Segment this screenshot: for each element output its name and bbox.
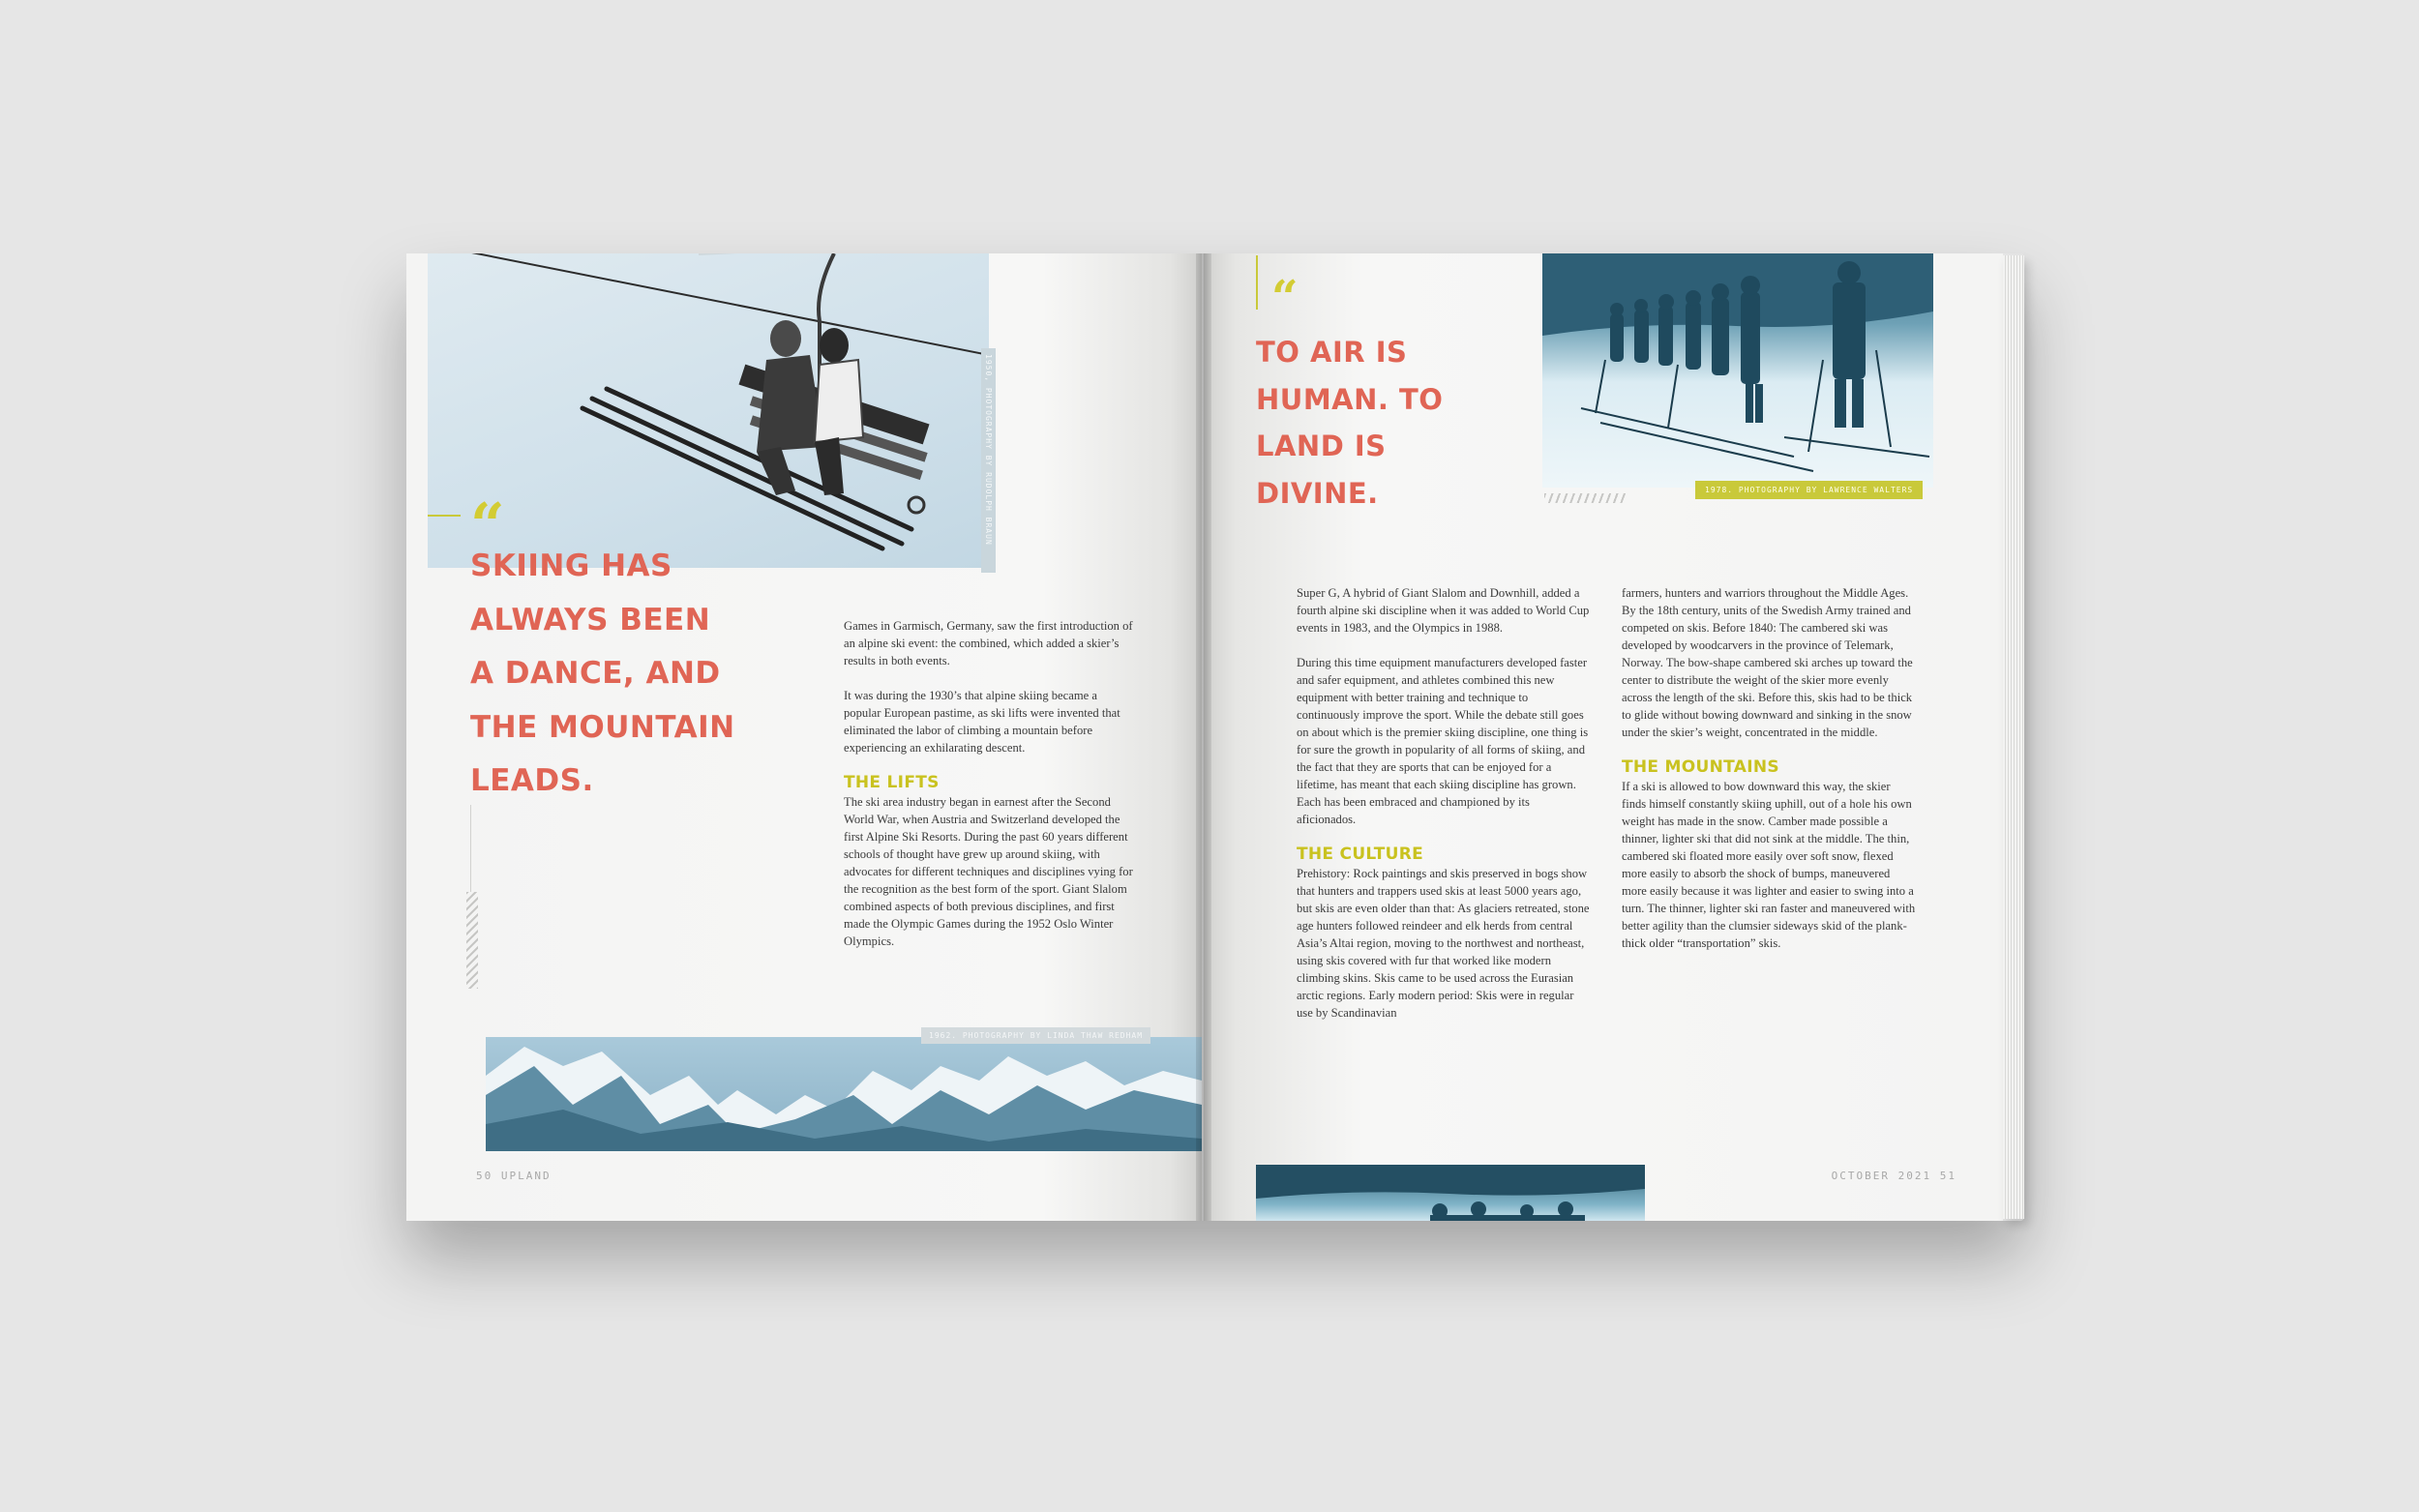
mountain-illustration <box>486 1037 1202 1151</box>
book-spine <box>1196 253 1211 1221</box>
folio-right: OCTOBER 2021 51 <box>1831 1170 1956 1182</box>
body-paragraph: Super G, A hybrid of Giant Slalom and Downhill, added a fourth alpine ski discipline when it was added to World Cup events in 1983, and the Olympics in 1988. <box>1297 586 1590 635</box>
folio-left: 50 UPLAND <box>476 1170 552 1182</box>
body-column-left <box>844 617 1134 967</box>
photo-credit-skiers: 1978. PHOTOGRAPHY BY LAWRENCE WALTERS <box>1695 481 1923 499</box>
pull-quote-line: LAND IS <box>1256 430 1387 462</box>
quote-mark-left: “ <box>470 489 505 560</box>
hatch-decoration <box>1544 493 1626 503</box>
body-paragraph: farmers, hunters and warriors throughout the Middle Ages. By the 18th century, units of the Swedish Army trained and competed on skis. Before 1840: The cambered ski was developed by woodcarvers in the province of Telemark, Norway. The bow-shape cambered ski arches up toward the center to distribute the weight of the skier more evenly across the length of the ski. Before this, skis had to be thick to glide without bowing downward and sinking in the snow under the skier’s weight, concentrated in the middle. <box>1622 586 1913 739</box>
body-paragraph: The ski area industry began in earnest after the Second World War, when Austria and Switzerland developed the first Alpine Ski Resorts. During the past 60 years different schools of thought have grew up around skiing, with advocates for different techniques and disciplines vying for the recognition as the best form of the sport. Giant Slalom combined aspects of both previous disciplines, and first made the Olympic Games during the 1952 Oslo Winter Olympics. <box>844 795 1133 948</box>
pull-quote-line: TO AIR IS <box>1256 336 1408 369</box>
bottom-photo-illustration <box>1256 1165 1645 1221</box>
subhead-mountains: THE MOUNTAINS <box>1622 757 1779 777</box>
pull-quote-line: HUMAN. TO <box>1256 382 1444 416</box>
page-edges <box>2003 255 2024 1219</box>
pull-quote-line: ALWAYS BEEN <box>470 602 711 637</box>
chairlift-illustration <box>428 253 989 568</box>
accent-rule-vertical <box>1256 255 1258 310</box>
pull-quote-left <box>470 540 735 809</box>
body-column-2 <box>1622 584 1917 969</box>
photo-credit-lift: 1950, PHOTOGRAPHY BY RUDOLPH BRAUN <box>981 348 996 573</box>
subhead-lifts: THE LIFTS <box>844 773 940 792</box>
left-page <box>406 253 1202 1221</box>
pull-quote-line: THE MOUNTAIN <box>470 709 735 745</box>
right-page <box>1204 253 2003 1221</box>
accent-rule-vertical <box>470 805 471 892</box>
accent-rule <box>428 515 461 517</box>
photo-credit-mountain: 1962. PHOTOGRAPHY BY LINDA THAW REDHAM <box>921 1027 1150 1044</box>
bottom-photo <box>1256 1165 1645 1221</box>
body-paragraph: Games in Garmisch, Germany, saw the first introduction of an alpine ski event: the combined, which added a skier’s results in both events. <box>844 619 1133 667</box>
body-paragraph: It was during the 1930’s that alpine skiing became a popular European pastime, as ski lifts were invented that eliminated the labor of climbing a mountain before experiencing an exhilarating descent. <box>844 689 1120 755</box>
mountain-photo <box>486 1037 1202 1151</box>
body-column-1 <box>1297 584 1592 1039</box>
pull-quote-line: LEADS. <box>470 763 594 798</box>
quote-mark-right: “ <box>1271 271 1299 325</box>
hatch-decoration <box>466 892 478 989</box>
pull-quote-line: SKIING HAS <box>470 548 672 583</box>
body-paragraph: During this time equipment manufacturers developed faster and safer equipment, and athletes combined this new equipment with better training and technique to continuously improve the sport. While the debate still goes on about which is the premier skiing discipline, one thing is for sure the growth in popularity of all forms of skiing, and the fact that they are sports that can be enjoyed for a lifetime, has meant that each skiing discipline has grown. Each has been embraced and championed by its aficionados. <box>1297 656 1589 826</box>
body-paragraph: Prehistory: Rock paintings and skis preserved in bogs show that hunters and trappers used skis at least 5000 years ago, but skis are even older than that: As glaciers retreated, stone age hunters followed reindeer and elk herds from central Asia’s Altai region, moving to the northwest and northeast, using skis covered with fur that worked like modern climbing skins. Skis came to be used across the Eurasian arctic regions. Early modern period: Skis were in regular use by Scandinavian <box>1297 867 1590 1020</box>
subhead-culture: THE CULTURE <box>1297 845 1424 864</box>
pull-quote-line: A DANCE, AND <box>470 656 721 691</box>
skiers-photo <box>1542 253 1933 488</box>
skiers-illustration <box>1542 253 1933 488</box>
body-paragraph: If a ski is allowed to bow downward this way, the skier finds himself constantly skiing uphill, out of a hole his own weight has made in the snow. Camber made possible a thinner, lighter ski that did not sink at the middle. The thin, cambered ski floated more easily over soft snow, flexed more easily to absorb the shock of bumps, maneuvered more easily because it was lighter and easier to swing into a turn. The thinner, lighter ski ran faster and maneuvered with better agility than the clumsier sideways skid of the plank-thick older “transportation” skis. <box>1622 780 1916 950</box>
pull-quote-right <box>1256 329 1443 517</box>
pull-quote-line: DIVINE. <box>1256 476 1379 510</box>
chairlift-photo <box>428 253 989 568</box>
